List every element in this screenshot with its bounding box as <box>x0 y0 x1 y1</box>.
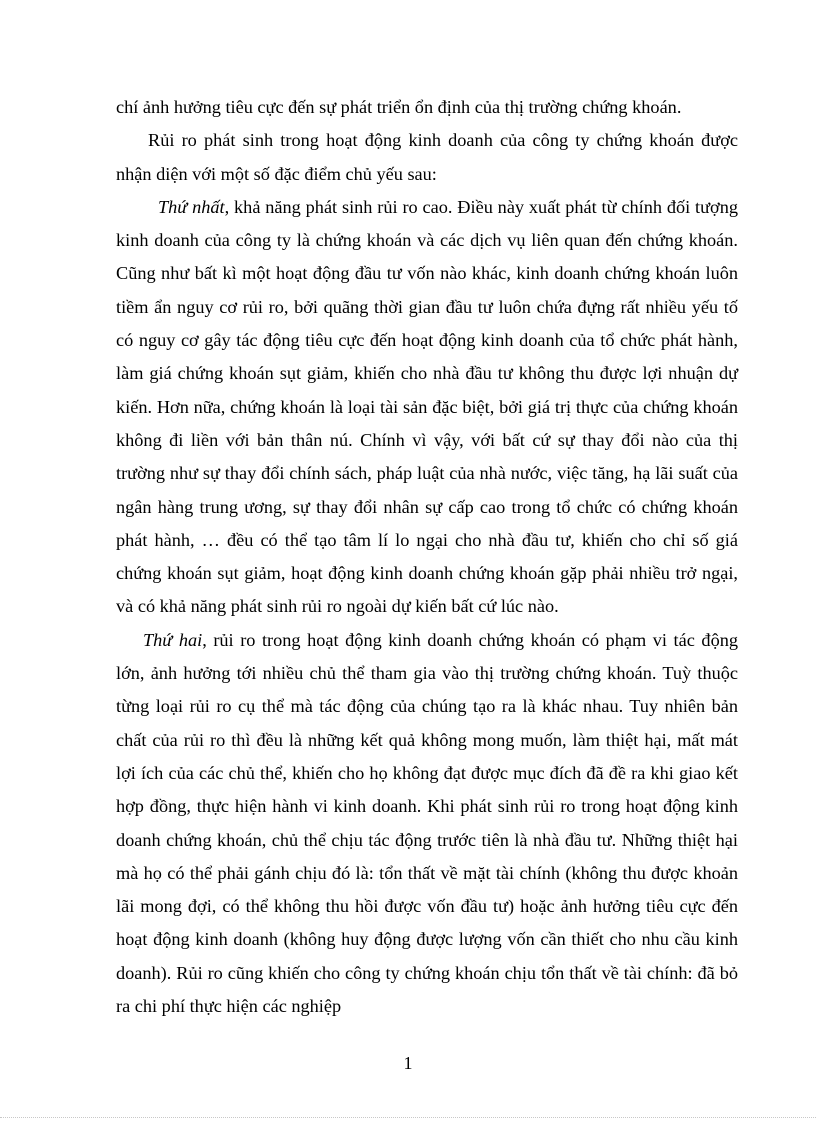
paragraph-second-characteristic <box>116 624 738 1024</box>
body-text <box>116 91 738 1023</box>
paragraph-first-body: , khả năng phát sinh rủi ro cao. Điều này xuất phát từ chính đối tượng kinh doanh của công ty là chứng khoán và các dịch vụ liên quan đến chứng khoán. Cũng như bất kì một hoạt động đầu tư vốn nào khác, kinh doanh chứng khoán luôn tiềm ẩn nguy cơ rủi ro, bởi quãng thời gian đầu tư luôn chứa đựng rất nhiều yếu tố có nguy cơ gây tác động tiêu cực đến hoạt động kinh doanh của tổ chức phát hành, làm giá chứng khoán sụt giảm, khiến cho nhà đầu tư không thu được lợi nhuận dự kiến. Hơn nữa, chứng khoán là loại tài sản đặc biệt, bởi giá trị thực của chứng khoán không đi liền với bản thân nú. Chính vì vậy, với bất cứ sự thay đổi nào của thị trường như sự thay đổi chính sách, pháp luật của nhà nước, việc tăng, hạ lãi suất của ngân hàng trung ương, sự thay đổi nhân sự cấp cao trong tổ chức có chứng khoán phát hành, … đều có thể tạo tâm lí lo ngại cho nhà đầu tư, khiến cho chỉ số giá chứng khoán sụt giảm, hoạt động kinh doanh chứng khoán gặp phải nhiều trở ngại, và có khả năng phát sinh rủi ro ngoài dự kiến bất cứ lúc nào. <box>116 196 738 617</box>
italic-lead-second: Thứ hai <box>143 629 203 650</box>
paragraph-first-characteristic <box>116 191 738 624</box>
paragraph-risk-characteristics: Rủi ro phát sinh trong hoạt động kinh doanh của công ty chứng khoán được nhận diện với một số đặc điểm chủ yếu sau: <box>116 130 738 184</box>
page-number: 1 <box>403 1053 413 1073</box>
page-bottom-edge <box>0 1117 816 1118</box>
paragraph-continuation: chí ảnh hưởng tiêu cực đến sự phát triển ổn định của thị trường chứng khoán. <box>116 97 682 117</box>
paragraph-second-body: , rủi ro trong hoạt động kinh doanh chứng khoán có phạm vi tác động lớn, ảnh hưởng tới nhiều chủ thể tham gia vào thị trường chứng khoán. Tuỳ thuộc từng loại rủi ro cụ thể mà tác động của chúng tạo ra là khác nhau. Tuy nhiên bản chất của rủi ro thì đều là những kết quả không mong muốn, làm thiệt hại, mất mát lợi ích của các chủ thể, khiến cho họ không đạt được mục đích đã đề ra khi giao kết hợp đồng, thực hiện hành vi kinh doanh. Khi phát sinh rủi ro trong hoạt động kinh doanh chứng khoán, chủ thể chịu tác động trước tiên là nhà đầu tư. Những thiệt hại mà họ có thể phải gánh chịu đó là: tổn thất về mặt tài chính (không thu được khoản lãi mong đợi, có thể không thu hồi được vốn đầu tư) hoặc ảnh hưởng tiêu cực đến hoạt động kinh doanh (không huy động được lượng vốn cần thiết cho nhu cầu kinh doanh). Rủi ro cũng khiến cho công ty chứng khoán chịu tổn thất về tài chính: đã bỏ ra chi phí thực hiện các nghiệp <box>116 629 738 1017</box>
italic-lead-first: Thứ nhất <box>158 196 225 217</box>
